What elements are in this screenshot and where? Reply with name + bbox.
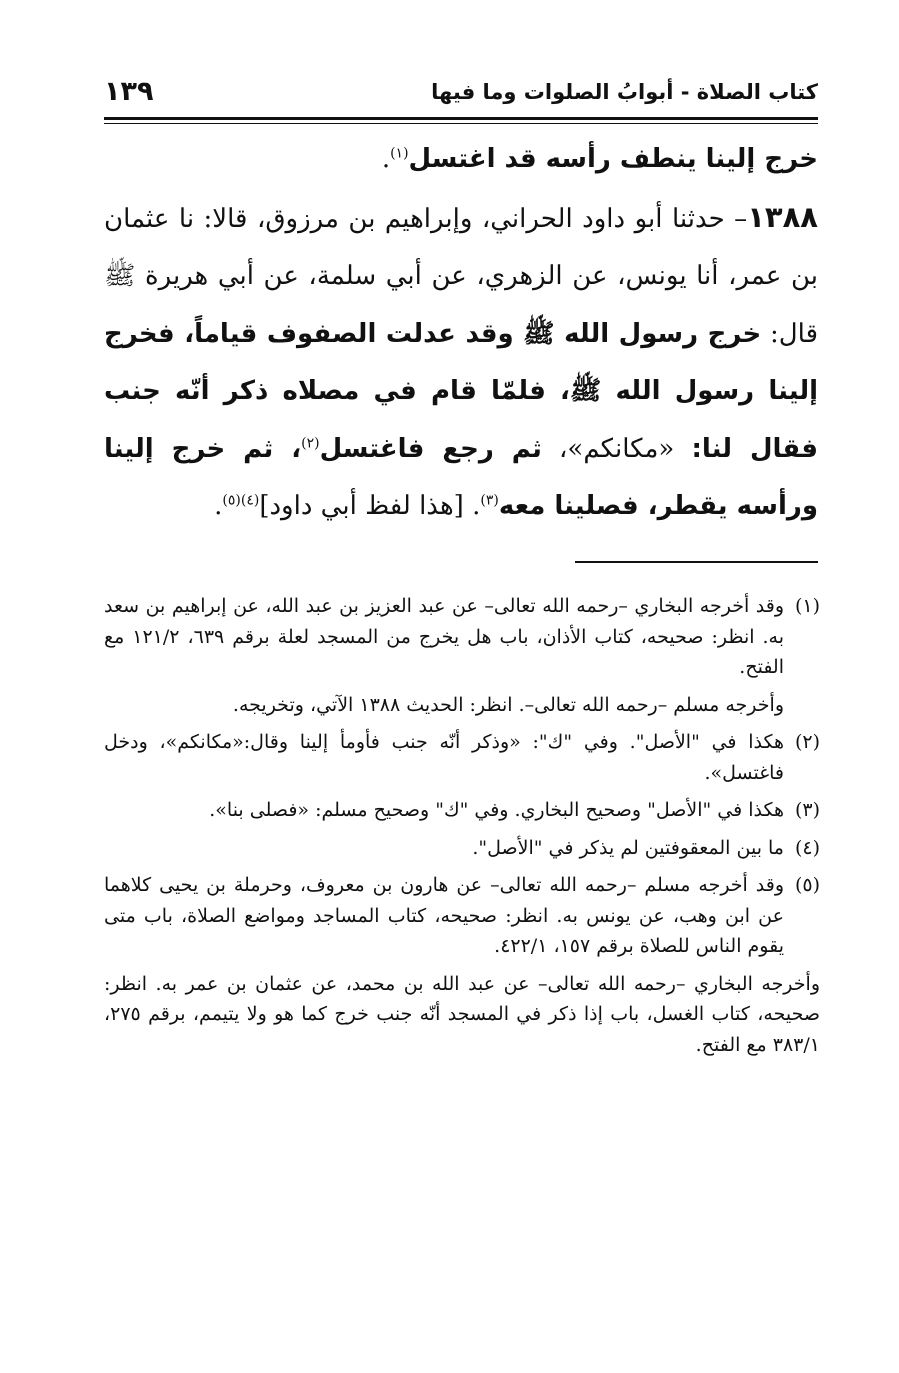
footnote-ref-5: (٥) [222,492,241,509]
matn-text-1: خرج رسول الله ﷺ وقد عدلت الصفوف قياماً، فخرج إلينا رسول الله ﷺ، فلمّا قام في مصلاه ذكر أنّه جنب فقال لنا: [104,318,819,464]
footnote-1-text-2: وأخرجه مسلم –رحمه الله تعالى–. انظر: الحديث ١٣٨٨ الآتي، وتخريجه. [232,693,784,716]
footnote-2-number: (٢) [794,731,820,753]
footnote-4 [104,833,820,864]
matn-text-3: ، ثم خرج إلينا ورأسه يقطر، فصلينا معه [104,433,818,521]
running-header [104,76,818,110]
isnad-text: – حدثنا أبو داود الحراني، وإبراهيم بن مرزوق، قالا: نا عثمان بن عمر، أنا يونس، عن الزهري، عن أبي سلمة، عن أبي هريرة ﷺ قال: [104,203,818,349]
footnote-5-number: (٥) [794,874,820,896]
footnote-3-text: هكذا في "الأصل" وصحيح البخاري. وفي "ك" وصحيح مسلم: «فصلى بنا». [209,799,784,821]
page-number: ١٣٩ [104,76,154,107]
footnote-4-text: ما بين المعقوفتين لم يذكر في "الأصل". [472,836,784,859]
final-period: . [214,491,223,521]
footnote-ref-2: (٢) [301,434,320,451]
footnote-4-number: (٤) [794,836,820,859]
footnote-5 [104,870,820,962]
header-rule-thin [104,123,818,124]
footnote-2-text: هكذا في "الأصل". وفي "ك": «وذكر أنّه جنب فأومأ إلينا وقال:«مكانكم»، ودخل فاغتسل». [104,731,784,784]
continuation-text: خرج إلينا ينطف رأسه قد اغتسل [408,144,818,174]
footnote-5-text-2: وأخرجه البخاري –رحمه الله تعالى– عن عبد الله بن محمد، عن عثمان بن عمر به. انظر: صحيحه، كتاب الغسل، باب إذا ذكر في المسجد أنّه جنب خرج كما هو ولا يتيمم، برقم ٢٧٥، ٣٨٣/١ مع الفتح. [104,972,820,1056]
hadith-paragraph [104,189,818,536]
footnote-1 [104,591,820,720]
footnote-ref-1: (١) [390,145,409,162]
footnote-3-number: (٣) [794,799,820,821]
hadith-number: ١٣٨٨ [747,199,818,234]
footnotes [104,591,820,1060]
footnote-5-text: وقد أخرجه مسلم –رحمه الله تعالى– عن هارون بن معروف، وحرملة بن يحيى كلاهما عن ابن وهب، عن يونس به. انظر: صحيحه، كتاب المساجد ومواضع الصلاة، باب متى يقوم الناس للصلاة برقم ١٥٧، ٤٢٢/١. [104,874,784,957]
footnote-1-text: وقد أخرجه البخاري –رحمه الله تعالى– عن عبد العزيز بن عبد الله، عن إبراهيم بن سعد به. انظر: صحيحه، كتاب الأذان، باب هل يخرج من المسجد لعلة برقم ٦٣٩، ١٢١/٢ مع الفتح. [104,595,784,678]
main-text [104,131,818,536]
continuation-line: خرج إلينا ينطف رأسه قد اغتسل$^{(١)}$. [381,144,818,174]
source-note: . [هذا لفظ أبي داود] [259,491,481,521]
header-title: كتاب الصلاة - أبوابُ الصلوات وما فيها [431,80,818,104]
footnote-2 [104,727,820,788]
matn-text-2: ثم رجع فاغتسل [319,433,542,464]
footnote-ref-4: (٤) [240,492,260,509]
footnote-separator [575,561,818,563]
footnote-ref-3: (٣) [480,492,499,509]
header-rule [104,117,818,120]
footnote-1-number: (١) [794,595,820,617]
footnote-3 [104,795,820,826]
matn-quote: «مكانكم»، [541,433,692,464]
